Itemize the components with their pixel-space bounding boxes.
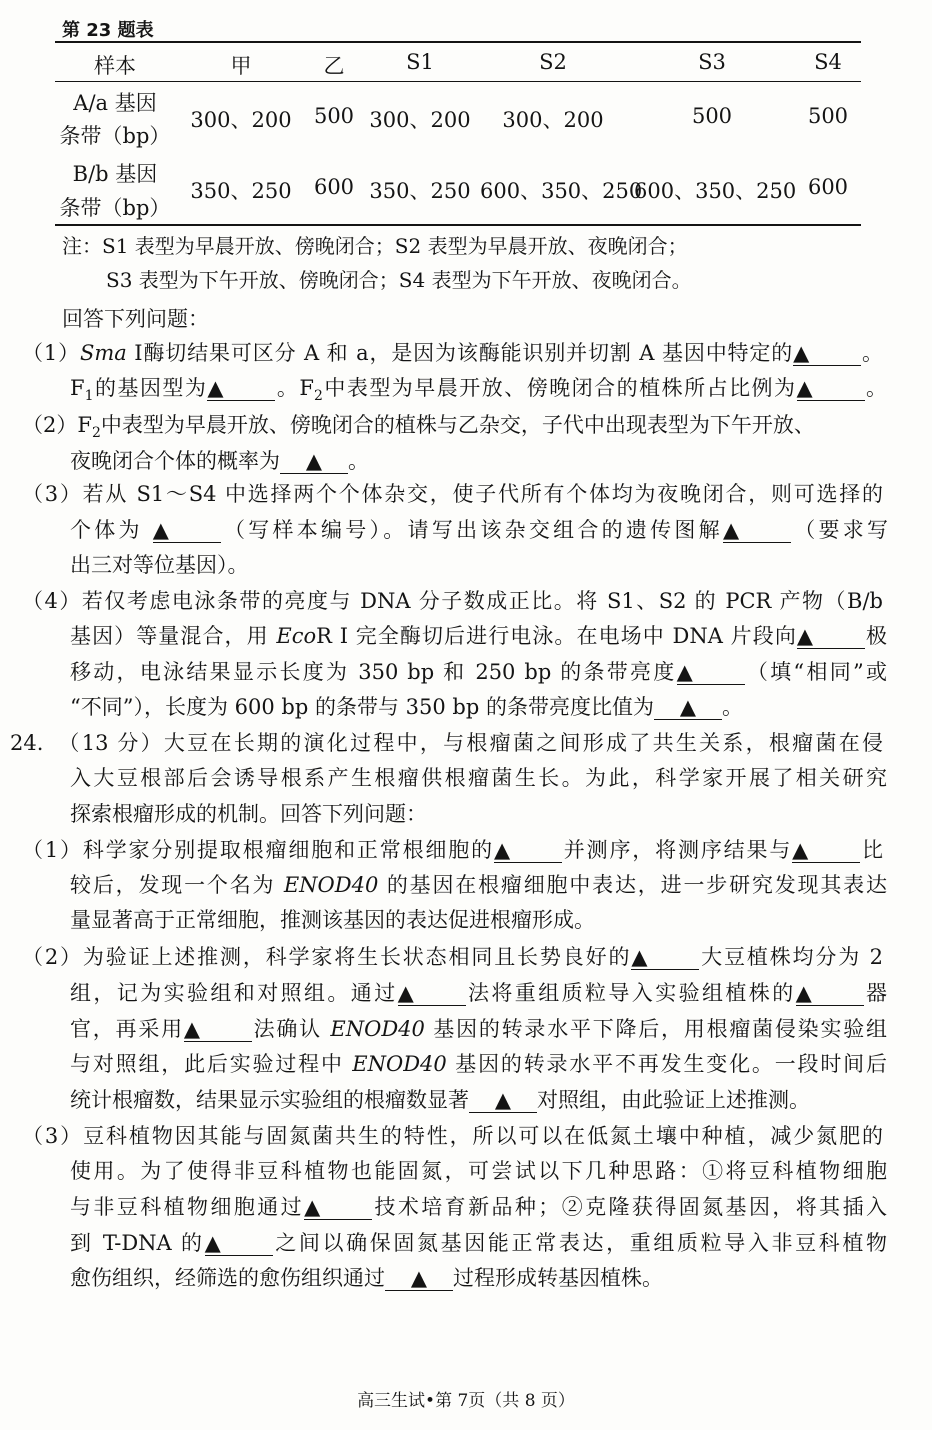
text-line-a1-1 [22, 835, 883, 865]
answer-blank [631, 945, 699, 970]
answer-blank [677, 660, 745, 685]
triangle-mark-icon: ▲ [207, 376, 224, 400]
text-segment: （要求写 [790, 518, 888, 542]
header-s3: S3 [698, 50, 726, 74]
text-segment: 。 [721, 695, 743, 719]
triangle-mark-icon: ▲ [796, 376, 813, 400]
table-bottom-rule [55, 224, 861, 226]
table-cell: 600 [807, 175, 849, 199]
text-segment: 出三对等位基因）。 [70, 553, 249, 577]
text-segment: 统计根瘤数，结果显示实验组的根瘤数显著 [70, 1088, 469, 1112]
text-segment: 官，再采用 [70, 1017, 184, 1041]
text-segment: 法将重组质粒导入实验组植株的 [465, 981, 796, 1005]
italic-term: ENOD40 [283, 873, 379, 897]
answer-blank [184, 1017, 252, 1042]
text-line-q4-1 [22, 586, 883, 616]
header-s4: S4 [814, 50, 842, 74]
triangle-mark-icon: ▲ [494, 1088, 512, 1112]
text-segment: 基因的转录水平不再发生变化。一段时间后 [446, 1052, 887, 1076]
row-label: 条带（bp） [59, 124, 171, 148]
text-segment: 探索根瘤形成的机制。回答下列问题： [70, 802, 427, 826]
text-segment: 的基因在根瘤细胞中表达，进一步研究发现其表达 [378, 873, 887, 897]
text-segment: 与非豆科植物细胞通过 [70, 1195, 305, 1219]
triangle-mark-icon: ▲ [183, 1017, 201, 1041]
text-segment: 与对照组，此后实验过程中 [70, 1052, 353, 1076]
text-line-p24-2 [70, 763, 887, 793]
text-line-a3-5 [70, 1263, 663, 1293]
table-cell: 350、250 [369, 179, 471, 203]
text-segment: I酶切结果可区分 A 和 a，是因为该酶能识别并切割 A 基因中特定的 [126, 341, 794, 365]
triangle-mark-icon: ▲ [796, 624, 814, 648]
text-segment: 回答下列问题： [62, 307, 209, 331]
table-cell: 500 [691, 104, 733, 128]
text-segment: 愈伤组织，经筛选的愈伤组织通过 [70, 1266, 385, 1290]
text-line-a3-2 [70, 1156, 887, 1186]
text-segment: 夜晚闭合个体的概率为 [70, 449, 280, 473]
answer-blank [796, 981, 864, 1006]
text-segment: 。 [348, 449, 369, 473]
triangle-mark-icon: ▲ [305, 449, 323, 473]
table-note-line: S3 表型为下午开放、傍晚闭合；S4 表型为下午开放、夜晚闭合。 [106, 268, 692, 292]
italic-term: ENOD40 [330, 1017, 425, 1041]
text-segment: 技术培育新品种；②克隆获得固氮基因，将其插入 [372, 1195, 887, 1219]
text-line-q2-1 [22, 410, 815, 448]
text-segment: 24. （13 分）大豆在长期的演化过程中，与根瘤菌之间形成了共生关系，根瘤菌在侵 [10, 731, 883, 755]
text-segment: 对照组，由此验证上述推测。 [537, 1088, 810, 1112]
row-label: 条带（bp） [59, 196, 171, 220]
answer-blank [469, 1088, 537, 1113]
answer-blank [792, 838, 860, 863]
text-line-q4-2 [70, 621, 887, 651]
answer-blank [494, 838, 562, 863]
text-segment: 器 [863, 981, 888, 1005]
text-line-intro [62, 304, 209, 334]
answer-blank [207, 376, 275, 401]
text-segment: 并测序，将测序结果与 [561, 838, 793, 862]
subscript: 1 [84, 388, 94, 405]
text-line-a2-1 [22, 942, 883, 972]
italic-term: ENOD40 [352, 1052, 447, 1076]
text-line-a1-2 [70, 870, 887, 900]
text-segment: （2）F [22, 413, 92, 437]
triangle-mark-icon: ▲ [676, 660, 693, 684]
table-note-line: 注：S1 表型为早晨开放、傍晚闭合；S2 表型为早晨开放、夜晚闭合； [62, 234, 688, 258]
text-line-a3-3 [70, 1192, 887, 1222]
text-segment: （3）豆科植物因其能与固氮菌共生的特性，所以可以在低氮土壤中种植，减少氮肥的 [22, 1124, 883, 1148]
table-caption: 第 23 题表 [62, 20, 154, 41]
table-top-rule [55, 41, 861, 43]
text-line-q1-2 [70, 373, 887, 411]
text-segment: “不同”），长度为 600 bp 的条带与 350 bp 的条带亮度比值为 [70, 695, 654, 719]
table-cell: 600、350、250 [480, 179, 643, 203]
text-segment: 过程形成转基因植株。 [453, 1266, 663, 1290]
row-label: A/a 基因 [73, 91, 157, 115]
text-segment: （3）若从 S1～S4 中选择两个个体杂交，使子代所有个体均为夜晚闭合，则可选择的 [22, 482, 883, 506]
text-line-q3-2 [70, 515, 888, 545]
text-segment: （写样本编号）。请写出该杂交组合的遗传图解 [220, 518, 723, 542]
text-line-a2-5 [70, 1085, 810, 1115]
header-yi: 乙 [323, 54, 345, 78]
text-segment: 量显著高于正常细胞，推测该基因的表达促进根瘤形成。 [70, 908, 595, 932]
text-segment: 中表型为早晨开放、傍晚闭合的植株所占比例为 [322, 376, 797, 400]
header-s1: S1 [406, 50, 434, 74]
triangle-mark-icon: ▲ [631, 945, 648, 969]
text-line-q1-1 [22, 338, 883, 368]
text-segment: 基因）等量混合，用 [70, 624, 277, 648]
subscript: 2 [313, 388, 323, 405]
italic-term: Eco [276, 624, 317, 648]
table-cell: 600 [313, 175, 355, 199]
answer-blank [398, 981, 466, 1006]
triangle-mark-icon: ▲ [493, 838, 511, 862]
text-segment: （填“相同”或 [744, 660, 887, 684]
text-segment: 比 [860, 838, 884, 862]
triangle-mark-icon: ▲ [722, 518, 740, 542]
header-jia: 甲 [230, 54, 252, 78]
text-segment: （1）科学家分别提取根瘤细胞和正常根细胞的 [22, 838, 494, 862]
text-segment: 中表型为早晨开放、傍晚闭合的植株与乙杂交，子代中出现表型为下午开放、 [100, 413, 815, 437]
table-cell: 500 [313, 104, 355, 128]
answer-blank [723, 518, 791, 543]
text-segment: 较后，发现一个名为 [70, 873, 284, 897]
text-line-a2-4 [70, 1049, 887, 1079]
table-cell: 300、200 [369, 108, 471, 132]
text-line-a1-3 [70, 905, 595, 935]
text-line-a2-2 [70, 978, 887, 1008]
row-label: B/b 基因 [72, 162, 158, 186]
text-segment: 组，记为实验组和对照组。通过 [70, 981, 398, 1005]
text-segment: （4）若仅考虑电泳条带的亮度与 DNA 分子数成正比。将 S1、S2 的 PCR 产物（B/b [22, 589, 883, 613]
triangle-mark-icon: ▲ [152, 518, 169, 542]
text-segment: 。 [864, 376, 888, 400]
text-segment: 。 [861, 341, 883, 365]
header-s2: S2 [539, 50, 567, 74]
text-segment: 。F [275, 376, 314, 400]
triangle-mark-icon: ▲ [792, 838, 809, 862]
text-segment: 大豆植株均分为 2 [699, 945, 883, 969]
text-segment: （1） [22, 341, 80, 365]
header-sample: 样本 [94, 54, 136, 78]
triangle-mark-icon: ▲ [793, 341, 810, 365]
text-line-p24-3 [70, 799, 427, 829]
answer-blank [654, 695, 722, 720]
text-segment: 极 [864, 624, 887, 648]
table-header-rule [55, 81, 861, 82]
text-segment: R I 完全酶切后进行电泳。在电场中 DNA 片段向 [316, 624, 797, 648]
text-segment: 入大豆根部后会诱导根系产生根瘤供根瘤菌生长。为此，科学家开展了相关研究 [70, 766, 887, 790]
triangle-mark-icon: ▲ [304, 1195, 321, 1219]
triangle-mark-icon: ▲ [204, 1231, 221, 1255]
text-line-q3-1 [22, 479, 883, 509]
answer-blank [280, 449, 348, 474]
text-segment: （2）为验证上述推测，科学家将生长状态相同且长势良好的 [22, 945, 632, 969]
page-footer: 高三生试•第 7页（共 8 页） [357, 1391, 575, 1411]
text-segment: 到 T-DNA 的 [70, 1231, 205, 1255]
text-segment: 基因的转录水平下降后，用根瘤菌侵染实验组 [424, 1017, 887, 1041]
table-cell: 350、250 [190, 179, 292, 203]
text-line-a3-4 [70, 1228, 887, 1258]
text-segment: 法确认 [251, 1017, 331, 1041]
text-segment: 使用。为了使得非豆科植物也能固氮，可尝试以下几种思路：①将豆科植物细胞 [70, 1159, 887, 1183]
answer-blank [797, 624, 865, 649]
answer-blank [153, 518, 221, 543]
answer-blank [385, 1266, 453, 1291]
table-cell: 600、350、250 [634, 179, 797, 203]
answer-blank [304, 1195, 372, 1220]
italic-term: Sma [79, 341, 127, 365]
table-cell: 300、200 [502, 108, 604, 132]
text-segment: 移动，电泳结果显示长度为 350 bp 和 250 bp 的条带亮度 [70, 660, 677, 684]
answer-blank [797, 376, 865, 401]
text-segment: 个体为 [70, 518, 153, 542]
triangle-mark-icon: ▲ [410, 1266, 428, 1290]
text-line-a2-3 [70, 1014, 887, 1044]
text-line-q4-3 [70, 657, 887, 687]
text-line-q4-4 [70, 692, 743, 722]
text-line-p24-1 [10, 728, 883, 758]
text-line-a3-1 [22, 1121, 883, 1151]
table-cell: 300、200 [190, 108, 292, 132]
text-segment: 的基因型为 [93, 376, 208, 400]
triangle-mark-icon: ▲ [397, 981, 414, 1005]
text-segment: 之间以确保固氮基因能正常表达，重组质粒导入非豆科植物 [272, 1231, 887, 1255]
text-segment: F [70, 376, 85, 400]
triangle-mark-icon: ▲ [679, 695, 697, 719]
table-cell: 500 [807, 104, 849, 128]
text-line-q2-2 [70, 446, 369, 476]
subscript: 2 [91, 425, 101, 442]
answer-blank [793, 341, 861, 366]
text-line-q3-3 [70, 550, 249, 580]
triangle-mark-icon: ▲ [795, 981, 812, 1005]
answer-blank [205, 1231, 273, 1256]
